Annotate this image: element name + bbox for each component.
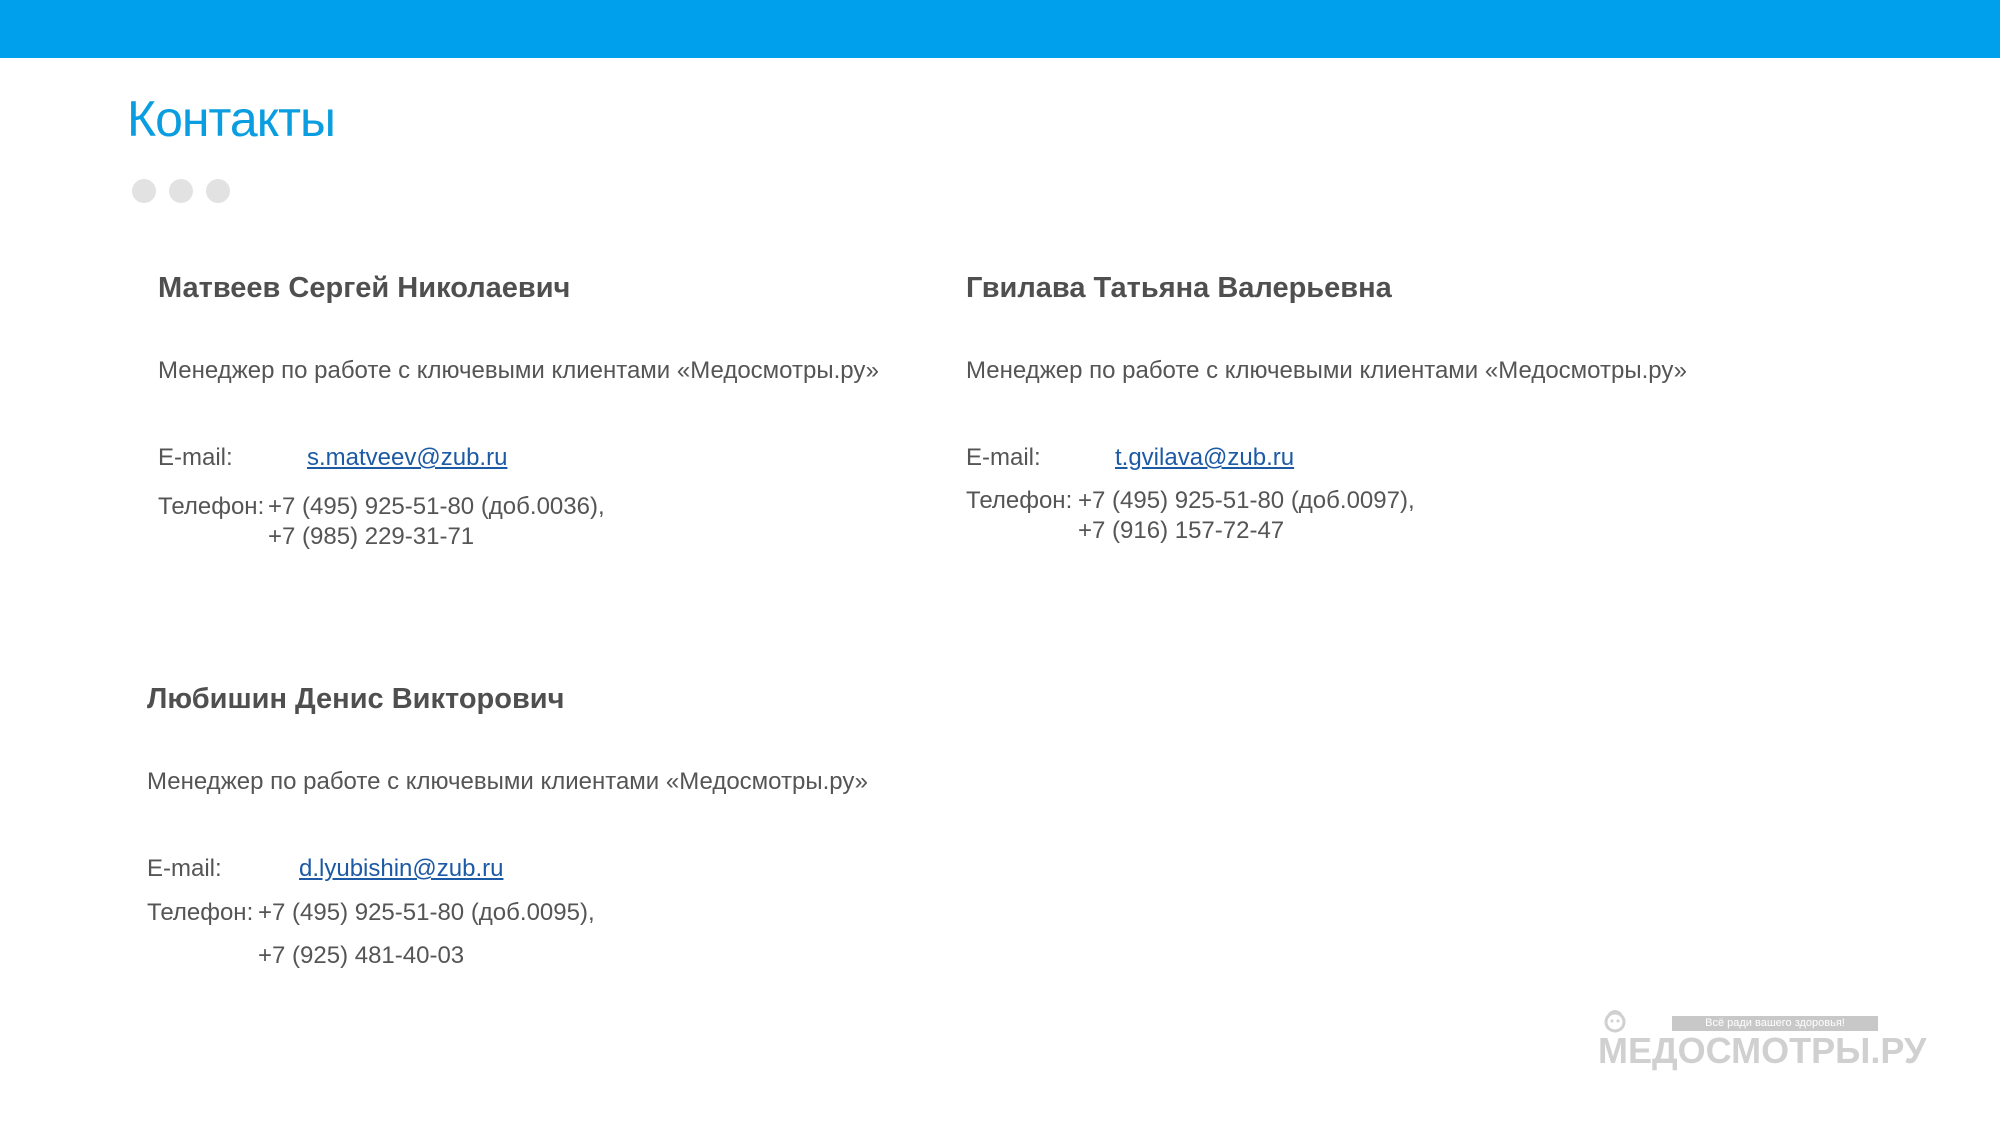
email-label: E-mail:: [966, 444, 1041, 471]
contact-role: Менеджер по работе с ключевыми клиентами «Медосмотры.ру»: [966, 357, 1687, 384]
contact-name: Любишин Денис Викторович: [147, 683, 565, 715]
decorative-dots: [132, 179, 230, 203]
phone-number: +7 (495) 925-51-80 (доб.0036),: [268, 493, 605, 520]
contact-role: Менеджер по работе с ключевыми клиентами «Медосмотры.ру»: [147, 768, 868, 795]
contact-name: Матвеев Сергей Николаевич: [158, 272, 571, 304]
phone-number: +7 (495) 925-51-80 (доб.0095),: [258, 899, 595, 926]
dot-icon: [206, 179, 230, 203]
page-title: Контакты: [127, 91, 335, 147]
contact-role: Менеджер по работе с ключевыми клиентами «Медосмотры.ру»: [158, 357, 879, 384]
logo-tagline: Всё ради вашего здоровья!: [1672, 1016, 1878, 1031]
phone-label: Телефон:: [147, 899, 254, 926]
phone-number: +7 (925) 481-40-03: [258, 942, 465, 969]
contact-name: Гвилава Татьяна Валерьевна: [966, 272, 1392, 304]
phone-label: Телефон:: [158, 493, 265, 520]
top-accent-bar: [0, 0, 2000, 58]
phone-number: +7 (985) 229-31-71: [268, 523, 475, 550]
dot-icon: [132, 179, 156, 203]
phone-number: +7 (916) 157-72-47: [1078, 517, 1285, 544]
email-link[interactable]: t.gvilava@zub.ru: [1115, 444, 1295, 471]
dot-icon: [169, 179, 193, 203]
email-label: E-mail:: [147, 855, 222, 882]
email-label: E-mail:: [158, 444, 233, 471]
logo-text: МЕДОСМОТРЫ.РУ: [1598, 1030, 1927, 1071]
email-link[interactable]: s.matveev@zub.ru: [307, 444, 508, 471]
medosmotry-logo: [1598, 1010, 1927, 1071]
phone-number: +7 (495) 925-51-80 (доб.0097),: [1078, 487, 1415, 514]
email-link[interactable]: d.lyubishin@zub.ru: [299, 855, 504, 882]
phone-label: Телефон:: [966, 487, 1073, 514]
